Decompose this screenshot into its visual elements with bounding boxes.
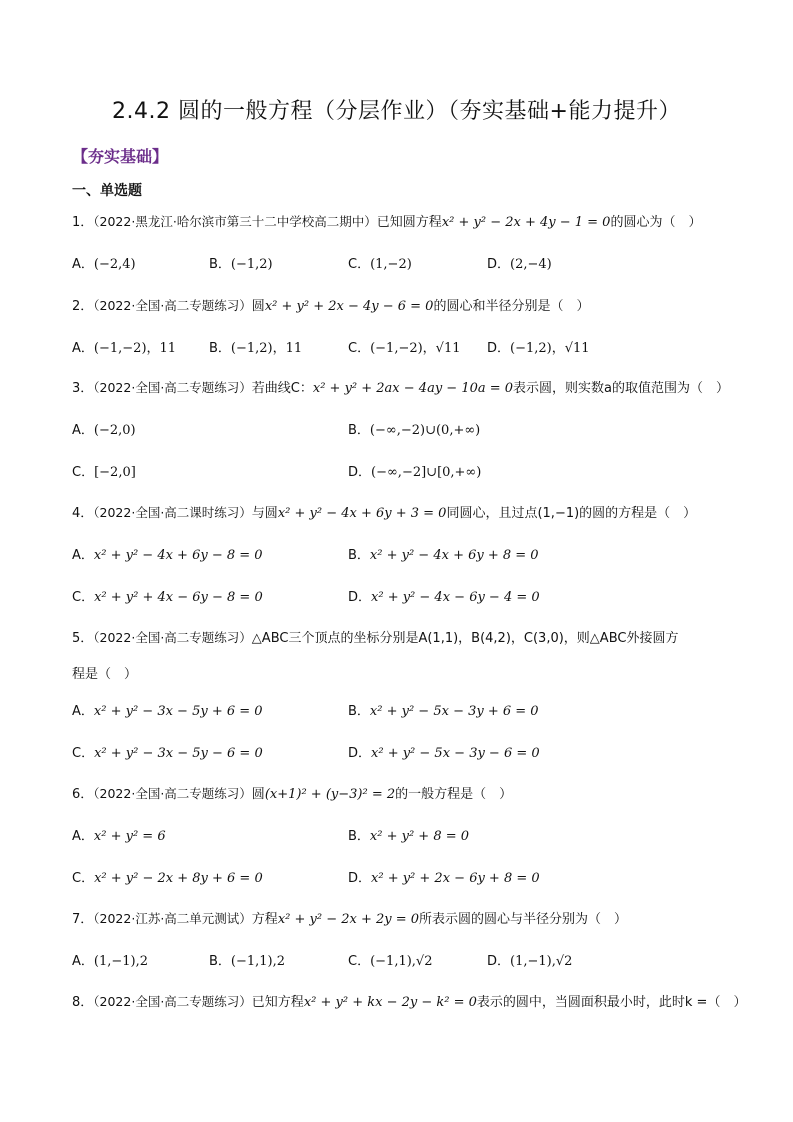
option-label: A． <box>72 341 94 356</box>
option-label: A． <box>72 257 94 272</box>
question-source: （2022·全国·高二专题练习） <box>93 298 252 313</box>
option-value: (−1,2) <box>230 257 273 272</box>
option-c[interactable] <box>72 461 136 480</box>
question-equation: x² + y² + kx − 2y − k² = 0 <box>303 995 477 1010</box>
option-label: B． <box>348 829 370 844</box>
option-d[interactable] <box>348 867 540 886</box>
question-equation: x² + y² − 2x + 4y − 1 = 0 <box>441 215 611 230</box>
question-tail: 同圆心，且过点(1,−1)的圆的方程是（ ） <box>446 506 697 521</box>
option-value: x² + y² = 6 <box>93 829 166 844</box>
option-label: B． <box>348 548 370 563</box>
option-label: A． <box>72 704 94 719</box>
question-source: （2022·全国·高二专题练习） <box>93 630 252 645</box>
option-label: A． <box>72 829 94 844</box>
option-d[interactable] <box>487 337 590 356</box>
question-equation: x² + y² + 2ax − 4ay − 10a = 0 <box>312 381 514 396</box>
question-equation: x² + y² + 2x − 4y − 6 = 0 <box>264 299 434 314</box>
question-4 <box>72 502 733 521</box>
option-c[interactable] <box>348 950 432 969</box>
option-label: B． <box>348 704 370 719</box>
option-value: (1,−2) <box>370 257 412 272</box>
question-stem: 已知方程 <box>251 995 304 1010</box>
option-value: (1,−1),√2 <box>510 954 573 969</box>
option-value: x² + y² − 5x − 3y − 6 = 0 <box>371 746 540 761</box>
option-value: x² + y² − 4x + 6y + 8 = 0 <box>369 548 539 563</box>
question-source: （2022·江苏·高二单元测试） <box>93 911 252 926</box>
question-5 <box>72 627 733 646</box>
option-value: x² + y² + 4x − 6y − 8 = 0 <box>94 590 263 605</box>
question-stem: 已知圆方程 <box>376 215 442 230</box>
option-a[interactable] <box>72 419 136 438</box>
question-number: 3． <box>72 381 94 396</box>
option-label: C． <box>348 257 371 272</box>
option-label: B． <box>209 257 231 272</box>
question-stem: 方程 <box>251 912 278 927</box>
question-equation: x² + y² − 2x + 2y = 0 <box>277 912 420 927</box>
option-value: [−2,0] <box>94 465 136 480</box>
question-number: 5． <box>72 631 94 646</box>
option-b[interactable] <box>348 825 469 844</box>
option-b[interactable] <box>209 337 302 356</box>
question-source: （2022·全国·高二课时练习） <box>93 505 252 520</box>
option-a[interactable] <box>72 544 263 563</box>
option-b[interactable] <box>348 419 480 438</box>
option-c[interactable] <box>72 742 263 761</box>
option-d[interactable] <box>348 742 540 761</box>
option-label: B． <box>348 423 370 438</box>
question-number: 8． <box>72 995 94 1010</box>
option-label: D． <box>487 954 511 969</box>
question-stem: △ABC三个顶点的坐标分别是A(1,1)，B(4,2)，C(3,0)，则△ABC外接圆方 <box>251 631 679 646</box>
option-label: B． <box>209 341 231 356</box>
question-3 <box>72 377 733 396</box>
option-label: C． <box>72 465 95 480</box>
question-source: （2022·黑龙江·哈尔滨市第三十二中学校高二期中） <box>93 214 377 229</box>
option-label: C． <box>348 341 371 356</box>
option-label: D． <box>487 341 511 356</box>
option-a[interactable] <box>72 253 136 272</box>
option-value: (−∞,−2)∪(0,+∞) <box>369 423 481 438</box>
option-b[interactable] <box>348 700 539 719</box>
question-2 <box>72 295 733 314</box>
question-source: （2022·全国·高二专题练习） <box>93 994 252 1009</box>
option-label: D． <box>348 871 372 886</box>
option-label: D． <box>348 465 372 480</box>
option-value: (−1,1),2 <box>230 954 286 969</box>
option-value: (−2,4) <box>93 257 136 272</box>
question-source: （2022·全国·高二专题练习） <box>93 786 252 801</box>
question-7 <box>72 908 733 927</box>
option-a[interactable] <box>72 825 166 844</box>
option-label: C． <box>72 746 95 761</box>
option-value: x² + y² − 2x + 8y + 6 = 0 <box>94 871 263 886</box>
question-1 <box>72 211 733 230</box>
option-c[interactable] <box>72 586 263 605</box>
option-label: D． <box>348 590 372 605</box>
question-tail: 的一般方程是（ ） <box>395 787 513 802</box>
option-a[interactable] <box>72 950 148 969</box>
option-value: x² + y² − 5x − 3y + 6 = 0 <box>369 704 539 719</box>
option-label: D． <box>487 257 511 272</box>
question-number: 6． <box>72 787 94 802</box>
question-tail: 所表示圆的圆心与半径分别为（ ） <box>419 912 628 927</box>
option-value: (−2,0) <box>93 423 136 438</box>
option-value: x² + y² − 4x − 6y − 4 = 0 <box>371 590 540 605</box>
question-number: 4． <box>72 506 94 521</box>
question-number: 7． <box>72 912 94 927</box>
question-stem: 圆 <box>251 787 265 802</box>
question-tail: 的圆心和半径分别是（ ） <box>433 299 590 314</box>
option-b[interactable] <box>209 253 273 272</box>
option-b[interactable] <box>348 544 539 563</box>
section-tag: 【夯实基础】 <box>72 147 169 166</box>
option-label: C． <box>72 871 95 886</box>
option-label: B． <box>209 954 231 969</box>
option-label: A． <box>72 954 94 969</box>
option-d[interactable] <box>348 586 540 605</box>
question-tail: 表示圆，则实数a的取值范围为（ ） <box>513 381 730 396</box>
option-value: (−∞,−2]∪[0,+∞) <box>371 465 482 480</box>
option-label: A． <box>72 548 94 563</box>
question-source: （2022·全国·高二专题练习） <box>93 380 252 395</box>
question-equation: x² + y² − 4x + 6y + 3 = 0 <box>277 506 447 521</box>
option-value: x² + y² − 3x − 5y − 6 = 0 <box>94 746 263 761</box>
question-tail: 表示的圆中，当圆面积最小时，此时k =（ ） <box>476 995 747 1010</box>
option-value: (−1,1),√2 <box>370 954 433 969</box>
page-title: 2.4.2 圆的一般方程（分层作业）（夯实基础+能力提升） <box>112 99 681 124</box>
option-label: C． <box>72 590 95 605</box>
option-b[interactable] <box>209 950 285 969</box>
question-5-continued <box>72 663 733 682</box>
question-stem: 与圆 <box>251 506 278 521</box>
option-c[interactable] <box>348 337 461 356</box>
option-c[interactable] <box>72 867 263 886</box>
question-stem: 圆 <box>251 299 265 314</box>
question-6 <box>72 783 733 802</box>
option-a[interactable] <box>72 700 263 719</box>
option-value: (1,−1),2 <box>93 954 149 969</box>
option-d[interactable] <box>487 253 552 272</box>
option-label: D． <box>348 746 372 761</box>
option-value: (−1,−2)，√11 <box>370 341 461 356</box>
option-a[interactable] <box>72 337 176 356</box>
option-d[interactable] <box>348 461 481 480</box>
question-number: 1． <box>72 215 94 230</box>
question-equation: (x+1)² + (y−3)² = 2 <box>264 787 396 802</box>
option-value: x² + y² − 4x + 6y − 8 = 0 <box>93 548 263 563</box>
option-c[interactable] <box>348 253 412 272</box>
option-value: (−1,−2)，11 <box>93 341 177 356</box>
option-d[interactable] <box>487 950 572 969</box>
question-stem: 若曲线C： <box>251 381 313 396</box>
question-stem-continued: 程是（ ） <box>72 667 138 682</box>
option-value: (2,−4) <box>510 257 552 272</box>
option-label: A． <box>72 423 94 438</box>
option-value: (−1,2)，√11 <box>510 341 590 356</box>
option-label: C． <box>348 954 371 969</box>
part-heading: 一、单选题 <box>72 183 142 199</box>
option-value: x² + y² − 3x − 5y + 6 = 0 <box>93 704 263 719</box>
question-8 <box>72 991 747 1010</box>
option-value: (−1,2)，11 <box>230 341 303 356</box>
option-value: x² + y² + 8 = 0 <box>369 829 470 844</box>
option-value: x² + y² + 2x − 6y + 8 = 0 <box>371 871 540 886</box>
question-tail: 的圆心为（ ） <box>610 215 702 230</box>
question-number: 2． <box>72 299 94 314</box>
